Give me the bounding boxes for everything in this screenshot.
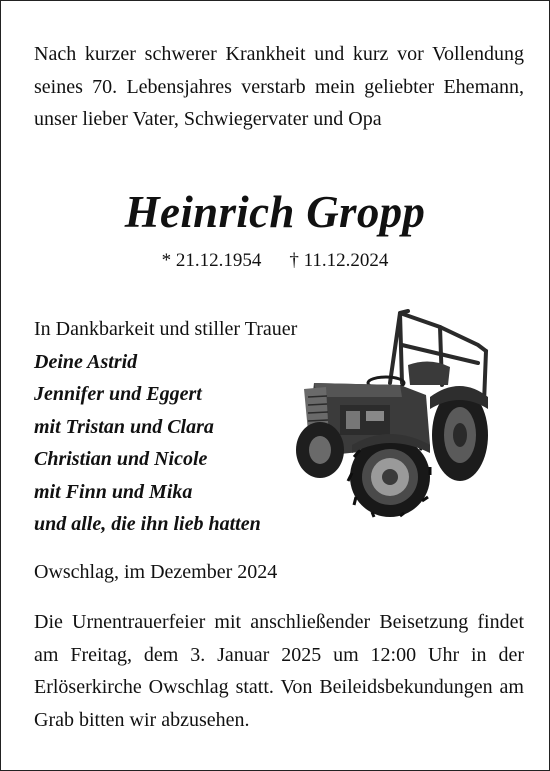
place-and-date: Owschlag, im Dezember 2024 [34, 561, 278, 583]
death-date: † 11.12.2024 [289, 250, 389, 271]
funeral-paragraph: Die Urnentrauerfeier mit anschließender Beisetzung findet am Freitag, dem 3. Januar 2025 um 12:00 Uhr in der Erlöserkirche Owschlag statt. Von Beileidsbekundungen am Grab bitten wir abzusehen. [34, 611, 524, 731]
birth-date: * 21.12.1954 [161, 250, 262, 271]
mourning-lead: In Dankbarkeit und stiller Trauer [34, 318, 298, 340]
mourner-line: mit Tristan und Clara [34, 415, 214, 438]
mourner-line: mit Finn und Mika [34, 480, 193, 503]
mourner-line: Jennifer und Eggert [34, 383, 202, 405]
tractor-image [290, 305, 496, 521]
mourner-line: und alle, die ihn lieb hatten [34, 513, 261, 535]
mourners-block [34, 313, 297, 541]
mourner-line: Deine Astrid [34, 350, 138, 373]
intro-paragraph: Nach kurzer schwerer Krankheit und kurz vor Vollendung seines 70. Lebensjahres verstarb mein geliebter Ehemann, unser lieber Vater, Schwiegervater und Opa [34, 43, 524, 130]
deceased-name: Heinrich Gropp [124, 187, 426, 237]
mourner-line: Christian und Nicole [34, 448, 208, 470]
life-dates [0, 250, 550, 272]
